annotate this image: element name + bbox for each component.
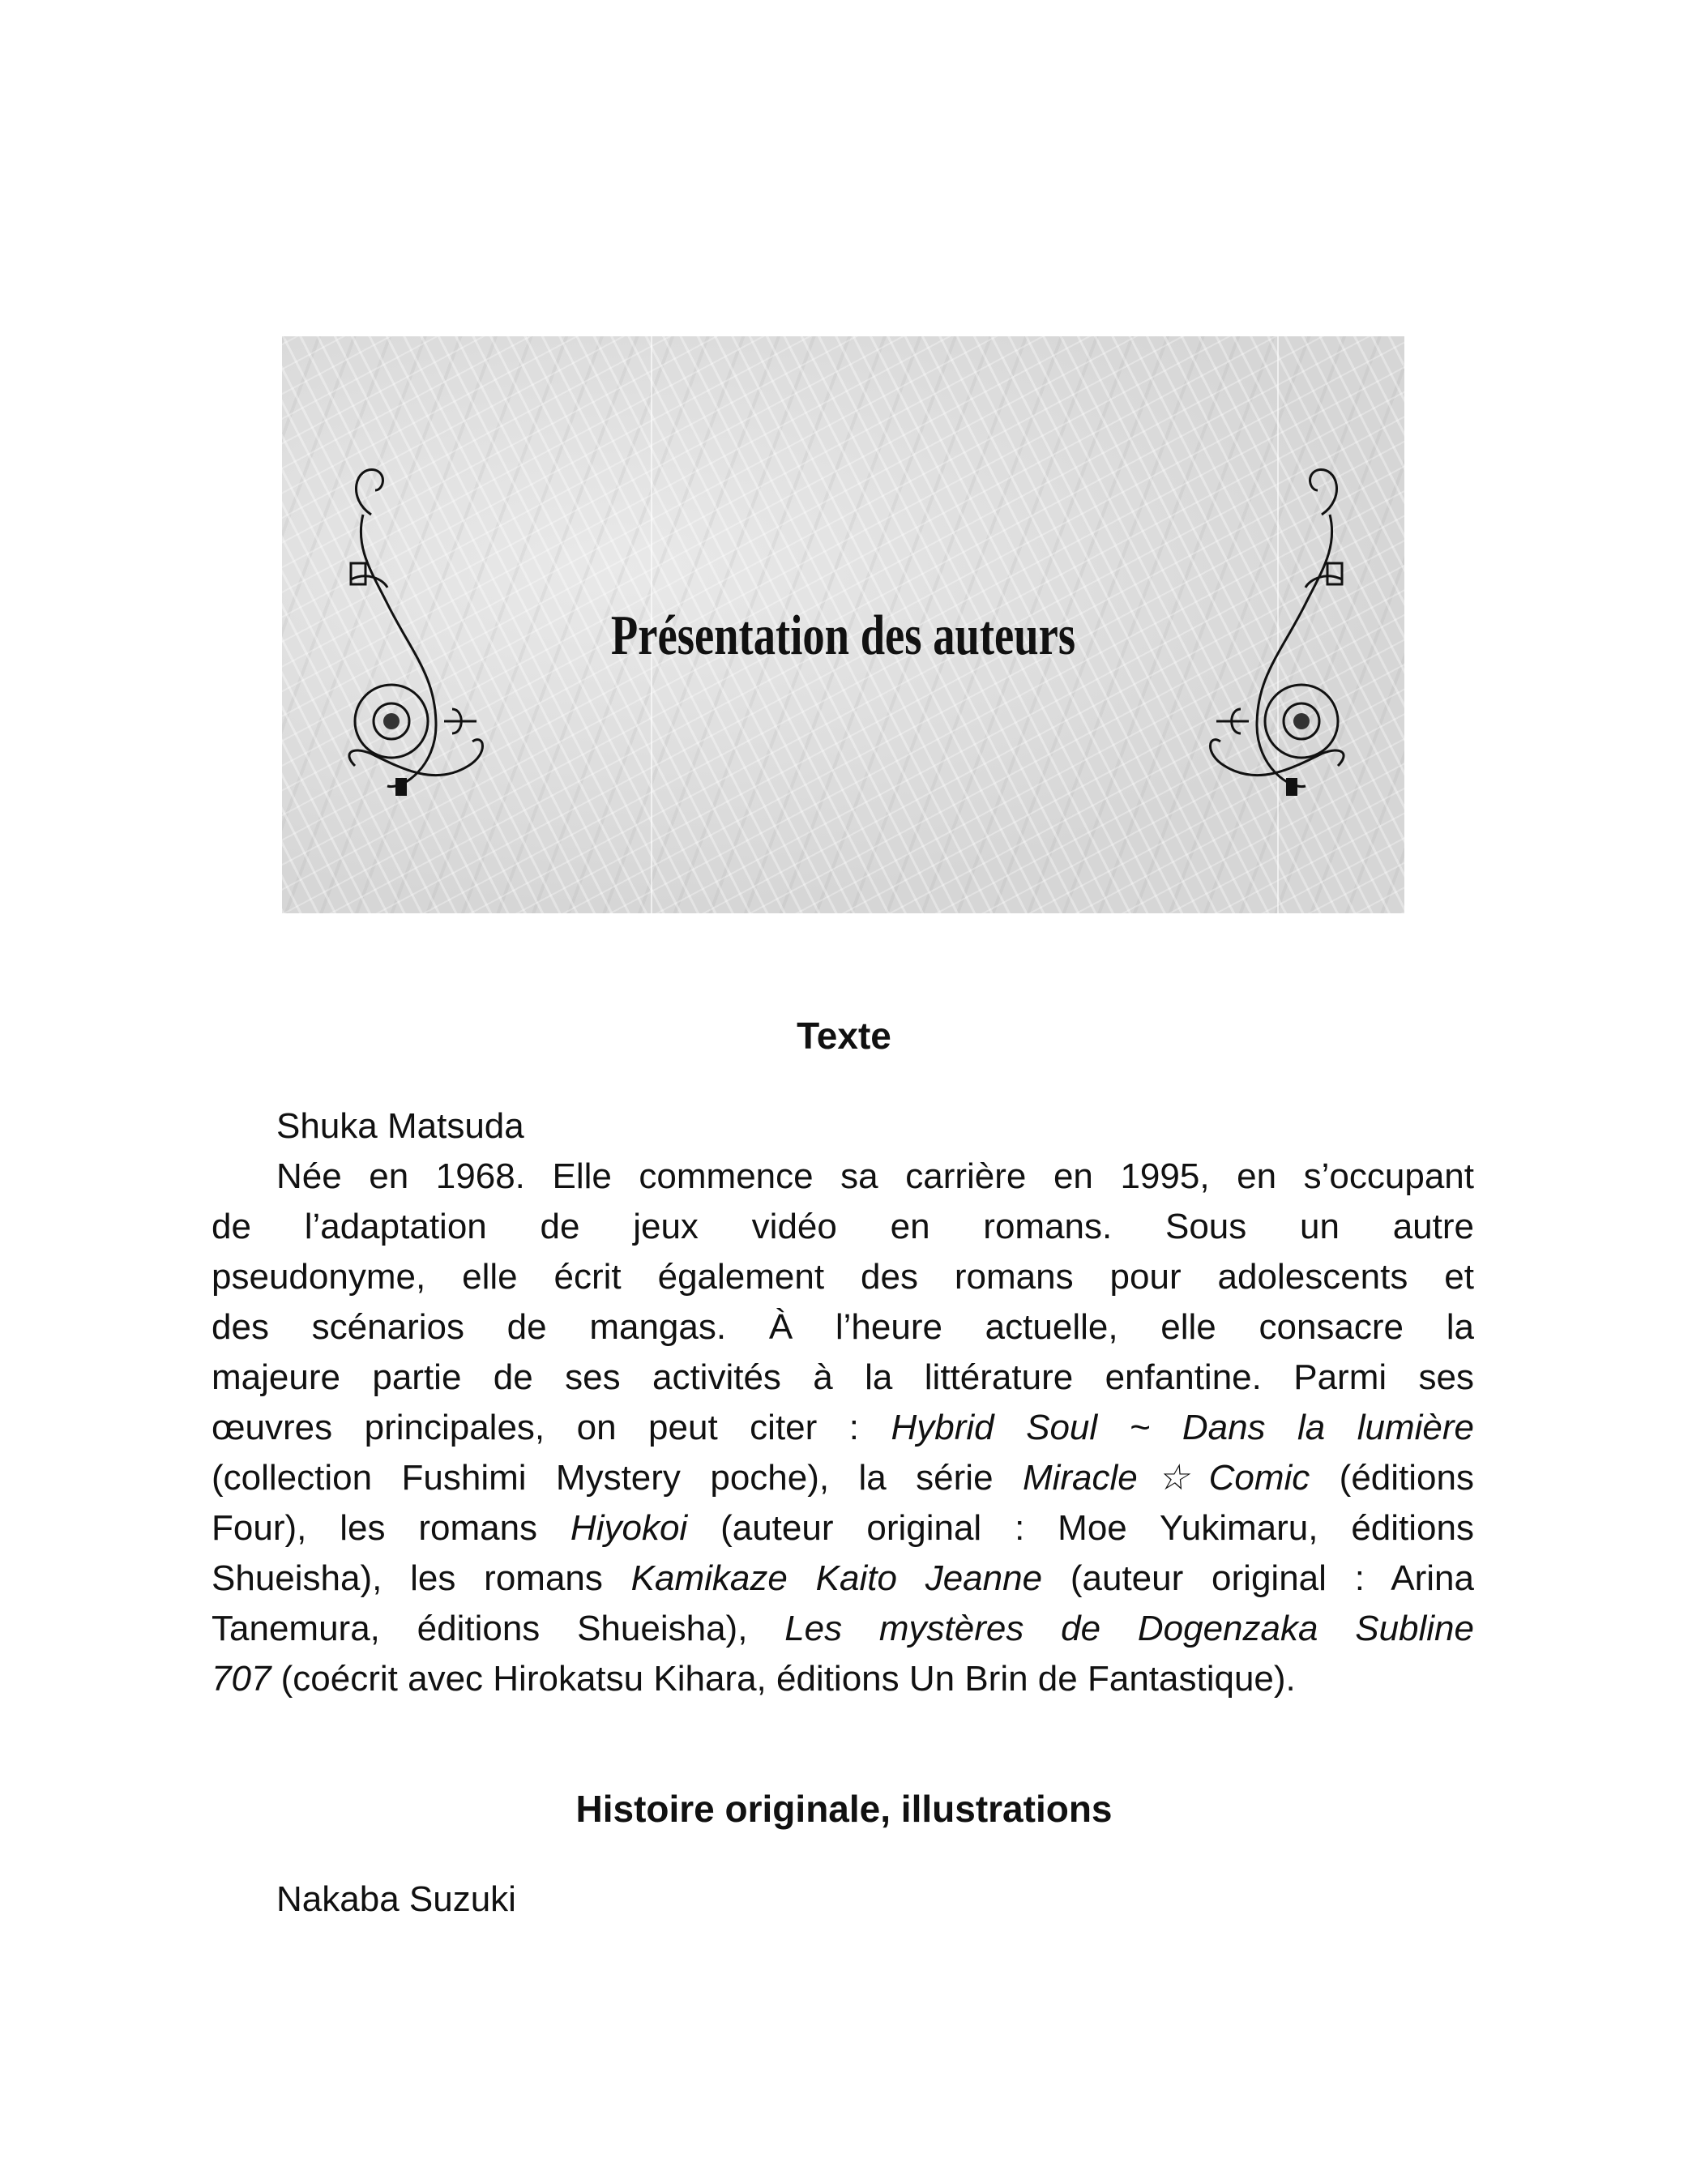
title-banner [282, 336, 1404, 913]
bio-line: 707 (coécrit avec Hirokatsu Kihara, éditions Un Brin de Fantastique). [212, 1659, 1296, 1699]
section-heading-histoire: Histoire originale, illustrations [575, 1788, 1113, 1830]
section-heading-texte: Texte [797, 1015, 891, 1057]
bio-line: de l’adaptation de jeux vidéo en romans. Sous un autre [212, 1207, 1474, 1246]
work-title: Hiyokoi [570, 1508, 688, 1548]
bio-line: (collection Fushimi Mystery poche), la série Miracle☆Comic (éditions [212, 1458, 1474, 1498]
bio-line: des scénarios de mangas. À l’heure actuelle, elle consacre la [212, 1307, 1474, 1347]
author-name: Shuka Matsuda [276, 1106, 524, 1146]
author-bio-text [212, 1101, 1474, 1704]
author-name: Nakaba Suzuki [276, 1879, 516, 1919]
work-title: Kamikaze Kaito Jeanne [630, 1558, 1043, 1598]
work-title: Miracle☆Comic [1022, 1458, 1310, 1498]
bio-line: Shueisha), les romans Kamikaze Kaito Jeanne (auteur original : Arina [212, 1558, 1474, 1598]
work-title: Hybrid Soul ~ Dans la lumière [891, 1408, 1475, 1447]
work-title: 707 [212, 1659, 271, 1699]
page-title: Présentation des auteurs [610, 605, 1076, 667]
bio-line: Née en 1968. Elle commence sa carrière en 1995, en s’occupant [276, 1156, 1474, 1196]
bio-line: œuvres principales, on peut citer : Hybrid Soul ~ Dans la lumière [212, 1408, 1475, 1447]
work-title: Les mystères de Dogenzaka Subline [784, 1609, 1474, 1648]
bio-line: majeure partie de ses activités à la littérature enfantine. Parmi ses [212, 1357, 1474, 1397]
bio-line: pseudonyme, elle écrit également des romans pour adolescents et [212, 1257, 1474, 1297]
bio-line: Tanemura, éditions Shueisha), Les mystères de Dogenzaka Subline [212, 1609, 1474, 1648]
bio-line: Four), les romans Hiyokoi (auteur original : Moe Yukimaru, éditions [212, 1508, 1474, 1548]
